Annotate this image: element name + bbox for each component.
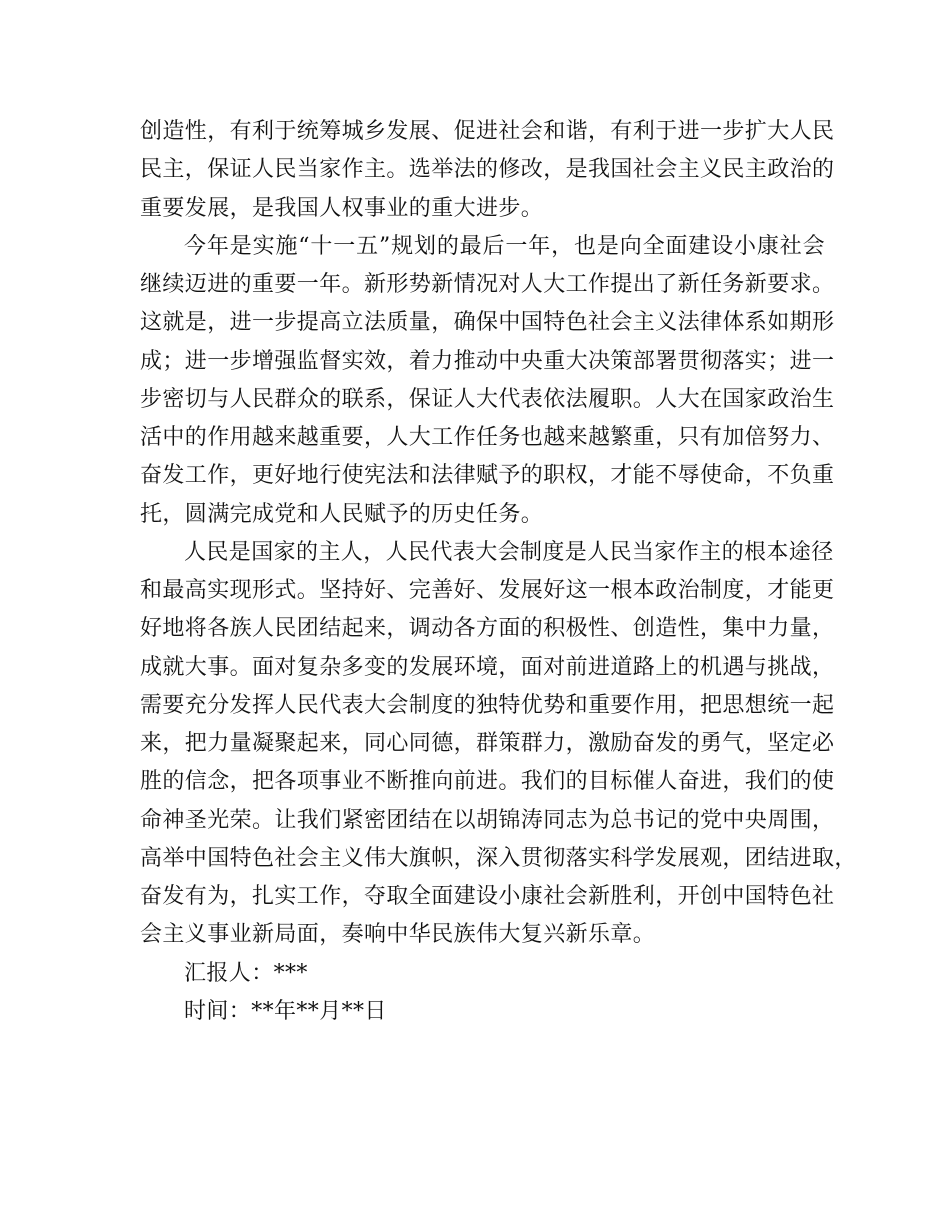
paragraph-line: 来，把力量凝聚起来，同心同德，群策群力，激励奋发的勇气，坚定必 bbox=[140, 731, 835, 756]
paragraph-line: 命神圣光荣。让我们紧密团结在以胡锦涛同志为总书记的党中央周围， bbox=[140, 807, 835, 833]
paragraph-line: 高举中国特色社会主义伟大旗帜，深入贯彻落实科学发展观，团结进取， bbox=[140, 845, 857, 871]
paragraph-line: 重要发展，是我国人权事业的重大进步。 bbox=[140, 195, 544, 221]
paragraph-line: 和最高实现形式。坚持好、完善好、发展好这一根本政治制度，才能更 bbox=[140, 578, 835, 603]
paragraph-line: 奋发有为，扎实工作，夺取全面建设小康社会新胜利，开创中国特色社 bbox=[140, 884, 835, 909]
paragraph-line: 需要充分发挥人民代表大会制度的独特优势和重要作用，把思想统一起 bbox=[140, 692, 835, 718]
paragraph-line: 托，圆满完成党和人民赋予的历史任务。 bbox=[140, 501, 544, 527]
paragraph-line: 这就是，进一步提高立法质量，确保中国特色社会主义法律体系如期形 bbox=[140, 310, 835, 336]
paragraph-line: 成就大事。面对复杂多变的发展环境，面对前进道路上的机遇与挑战， bbox=[140, 654, 835, 680]
paragraph-line: 步密切与人民群众的联系，保证人大代表依法履职。人大在国家政治生 bbox=[140, 386, 835, 412]
paragraph-line: 成；进一步增强监督实效，着力推动中央重大决策部署贯彻落实；进一 bbox=[140, 348, 835, 374]
document-body bbox=[140, 113, 857, 1031]
paragraph-line: 民主，保证人民当家作主。选举法的修改，是我国社会主义民主政治的 bbox=[140, 157, 835, 183]
paragraph-line: 好地将各族人民团结起来，调动各方面的积极性、创造性，集中力量， bbox=[140, 616, 835, 642]
paragraph-line: 创造性，有利于统筹城乡发展、促进社会和谐，有利于进一步扩大人民 bbox=[140, 119, 835, 144]
paragraph-line: 活中的作用越来越重要，人大工作任务也越来越繁重，只有加倍努力、 bbox=[140, 425, 835, 450]
reporter-line: 汇报人：*** bbox=[184, 960, 308, 986]
paragraph-line: 人民是国家的主人，人民代表大会制度是人民当家作主的根本途径 bbox=[184, 539, 834, 565]
paragraph-line: 继续迈进的重要一年。新形势新情况对人大工作提出了新任务新要求。 bbox=[140, 272, 835, 297]
paragraph-line: 今年是实施“十一五”规划的最后一年，也是向全面建设小康社会 bbox=[184, 233, 825, 259]
date-line: 时间：**年**月**日 bbox=[184, 998, 387, 1024]
paragraph-line: 胜的信念，把各项事业不断推向前进。我们的目标催人奋进，我们的使 bbox=[140, 769, 835, 795]
paragraph-line: 会主义事业新局面，奏响中华民族伟大复兴新乐章。 bbox=[140, 922, 656, 948]
paragraph-line: 奋发工作，更好地行使宪法和法律赋予的职权，才能不辱使命，不负重 bbox=[140, 463, 835, 489]
